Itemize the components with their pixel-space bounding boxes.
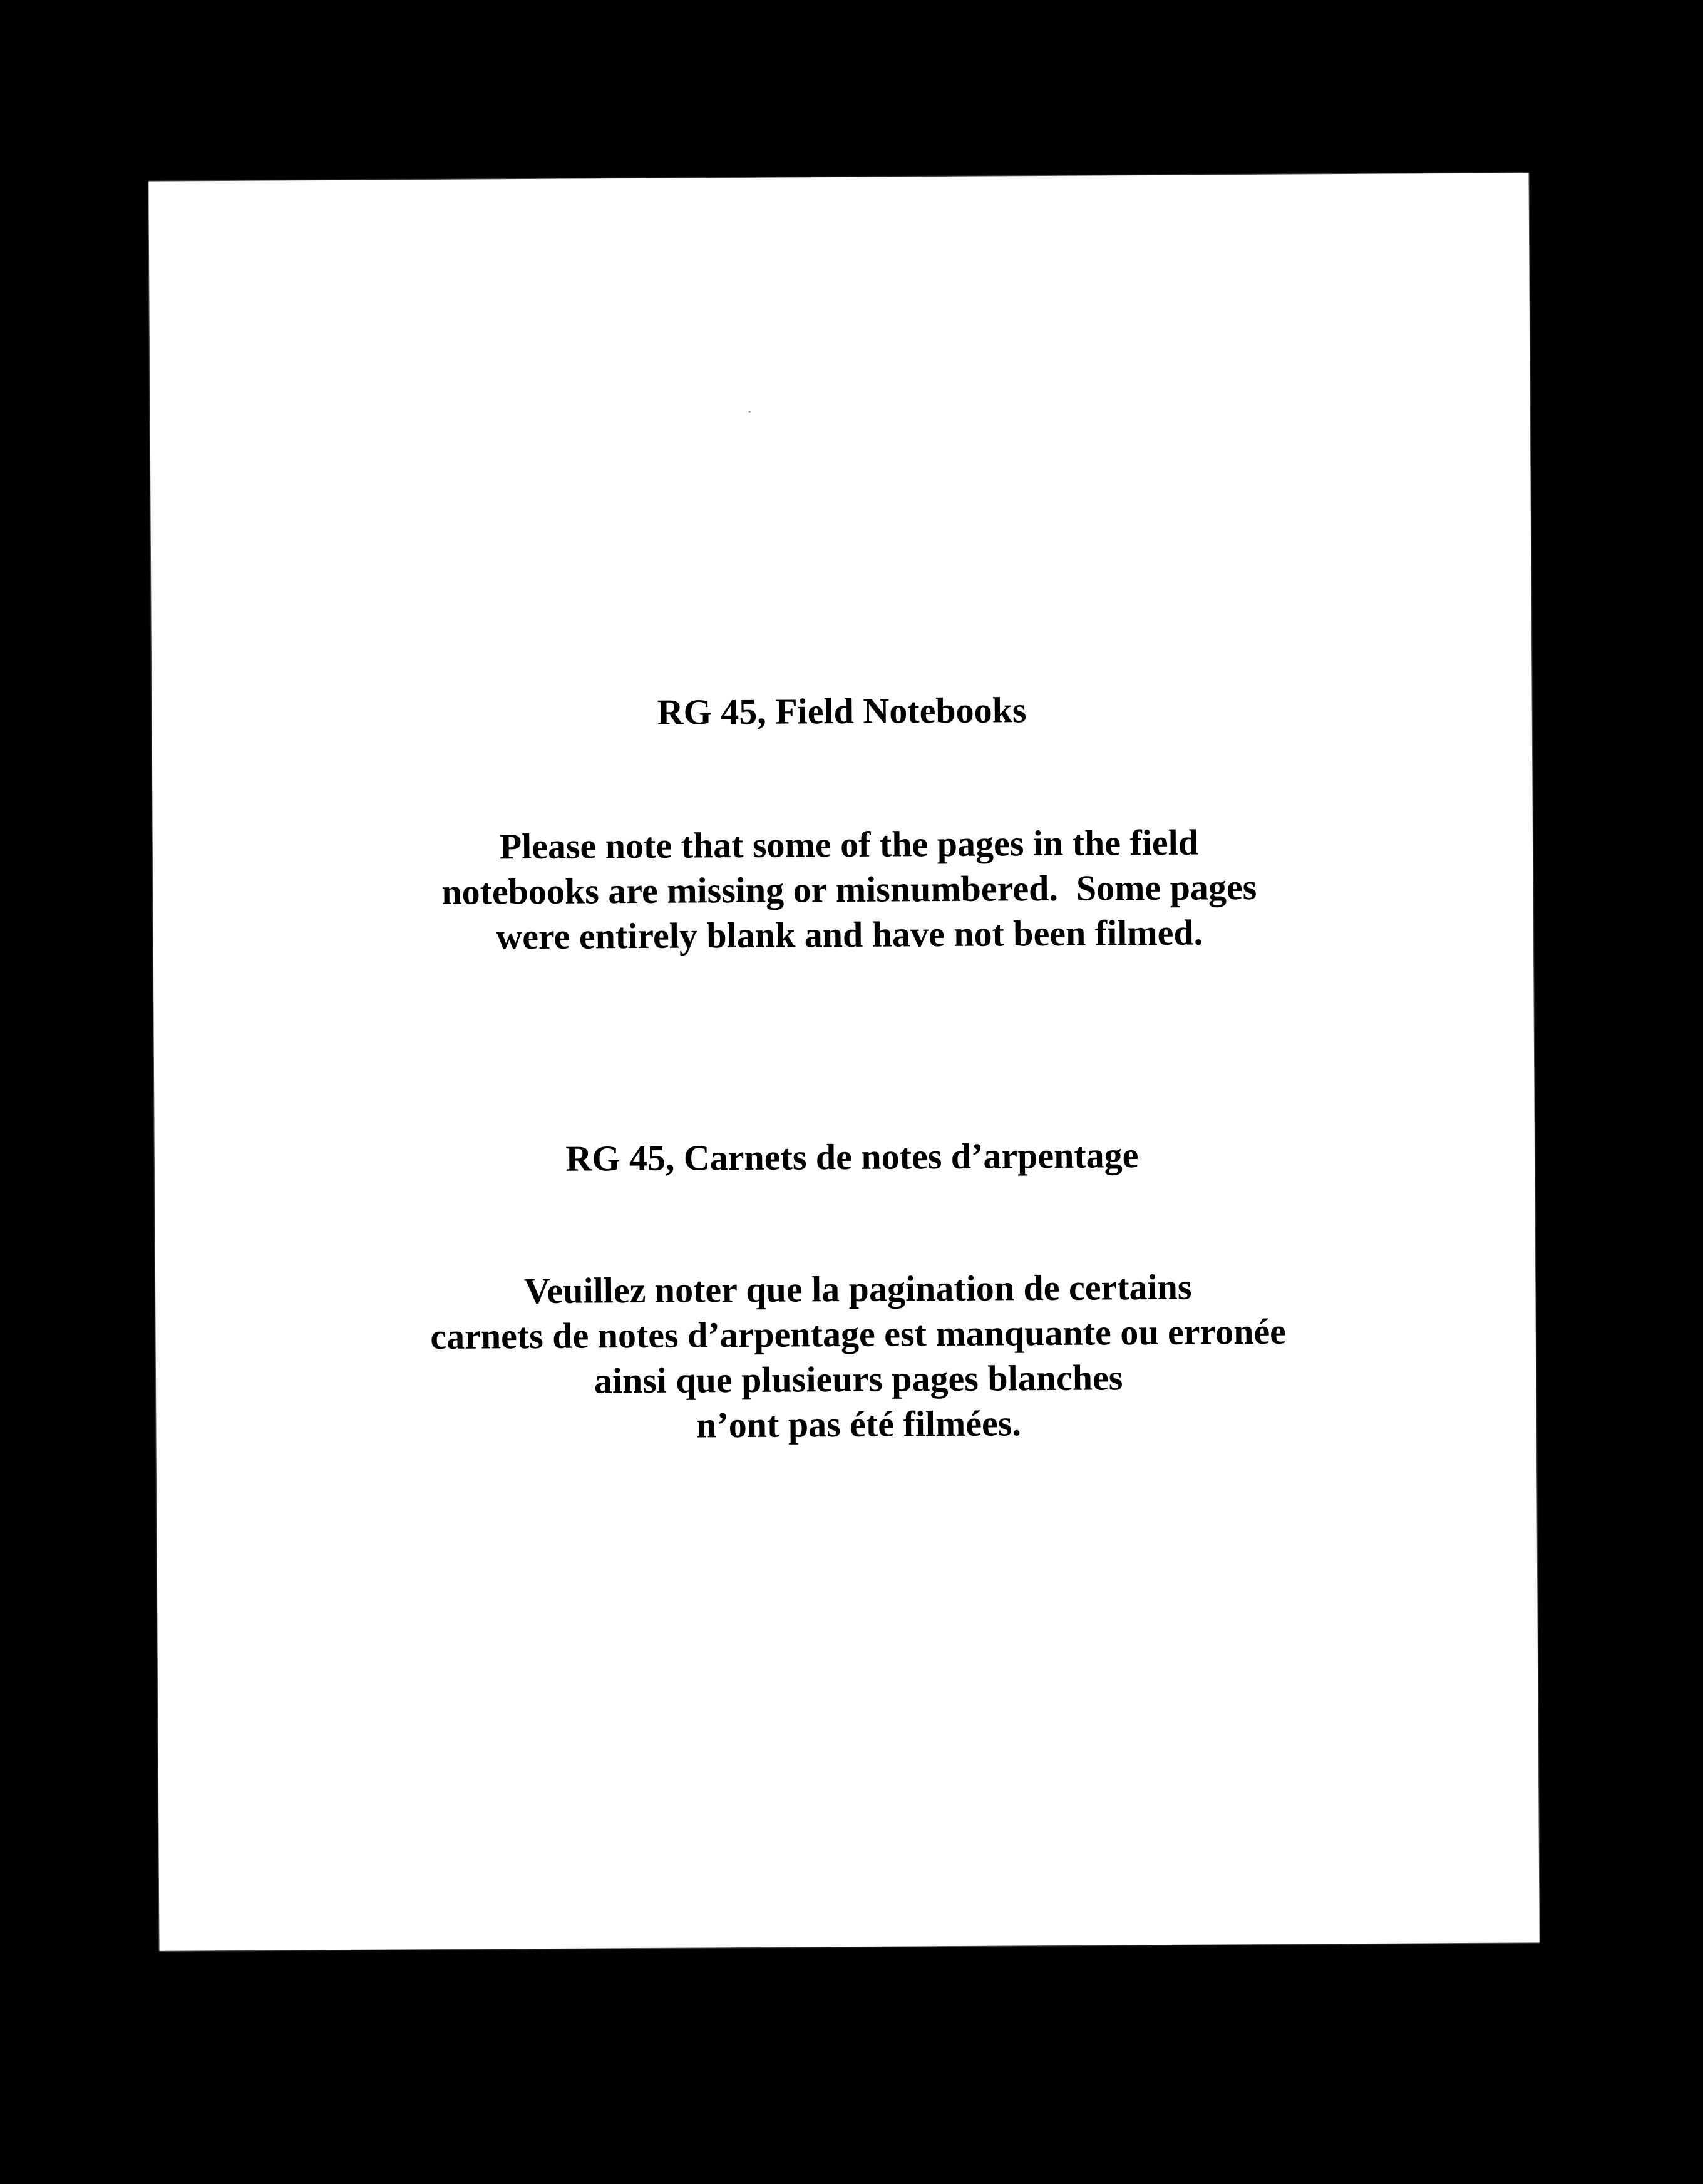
notice-french-line: Veuillez noter que la pagination de certains <box>523 1266 1192 1312</box>
paper-sheet <box>148 173 1539 1950</box>
notice-french-line: ainsi que plusieurs pages blanches <box>594 1357 1123 1401</box>
notice-french-line: carnets de notes d’arpentage est manquante ou erronée <box>430 1311 1287 1357</box>
notice-english-line: Please note that some of the pages in the field <box>499 822 1199 867</box>
notice-french <box>168 1262 1549 1451</box>
notice-english <box>159 818 1540 961</box>
notice-english-line: notebooks are missing or misnumbered. Some pages <box>441 866 1257 912</box>
dust-speck <box>749 411 751 413</box>
heading-french: RG 45, Carnets de notes d’arpentage <box>565 1135 1139 1179</box>
notice-english-line: were entirely blank and have not been filmed. <box>496 912 1203 957</box>
heading-english: RG 45, Field Notebooks <box>657 689 1027 733</box>
notice-french-line: n’ont pas été filmées. <box>696 1403 1022 1446</box>
